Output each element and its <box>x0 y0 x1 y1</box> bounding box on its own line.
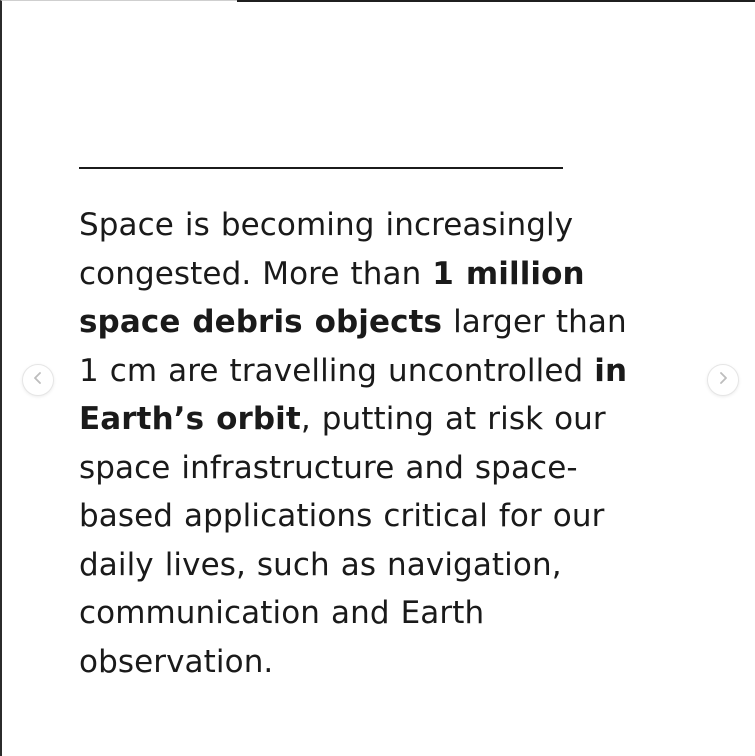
text-run-3: larger than 1 cm are travelling uncontrolled <box>79 304 627 389</box>
slide-text <box>79 201 649 686</box>
text-run-5: , putting at risk our space infrastructure and space-based applications critical for our daily lives, such as navigation, communication and Earth observation. <box>79 401 606 680</box>
text-run-2-bold: 1 million space debris objects <box>79 255 585 340</box>
carousel-next-button[interactable] <box>707 364 739 396</box>
text-run-4-bold: in Earth’s orbit <box>79 352 628 437</box>
text-run-1: Space is becoming increasingly congested. More than <box>79 207 574 292</box>
top-border <box>237 0 755 2</box>
chevron-left-icon <box>31 371 45 390</box>
carousel-prev-button[interactable] <box>22 364 54 396</box>
divider-rule <box>79 167 563 169</box>
chevron-right-icon <box>716 371 730 390</box>
